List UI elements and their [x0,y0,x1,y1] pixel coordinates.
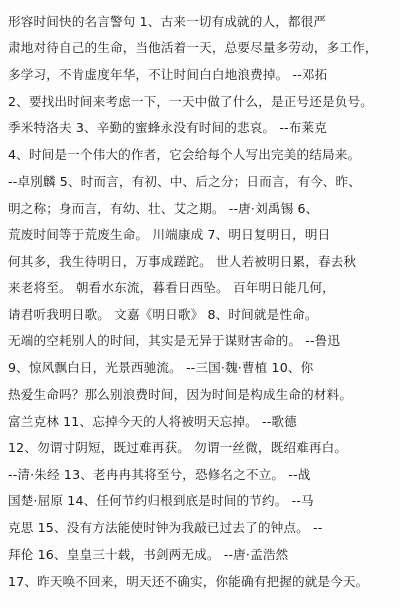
text-line: --清·朱经 13、老冉冉其将至兮，恐修名之不立。 --战 [8,467,311,482]
text-line: 2、要找出时间来考虑一下，一天中做了什么，是正号还是负号。 [8,94,373,109]
text-line: 热爱生命吗？那么别浪费时间，因为时间是构成生命的材料。 [8,387,353,402]
text-line: 富兰克林 11、忘掉今天的人将被明天忘掉。 --歌德 [8,414,297,429]
text-line: 4、时间是一个伟大的作者，它会给每个人写出完美的结局来。 [8,147,361,162]
text-line: 拜伦 16、皇皇三十载，书剑两无成。 --唐·孟浩然 [8,547,289,562]
text-line: 明之称；身而言，有幼、壮、艾之期。 --唐·刘禹锡 6、 [8,201,319,216]
text-line: --卓別麟 5、时而言，有初、中、后之分；日而言，有今、昨、 [8,174,362,189]
text-line: 17、昨天唤不回来，明天还不确实，你能确有把握的就是今天。 [8,574,369,589]
text-line: 多学习，不肯虚度年华，不让时间白白地浪费掉。 --邓拓 [8,67,328,82]
text-line: 请君听我明日歌。 文嘉《明日歌》 8、时间就是性命。 [8,307,318,322]
text-line: 形容时间快的名言警句 1、古来一切有成就的人，都很严 [8,14,327,29]
text-line: 克思 15、没有方法能使时钟为我敲已过去了的钟点。 -- [8,520,323,535]
text-line: 无端的空耗别人的时间，其实是无异于谋财害命的。 --鲁迅 [8,333,341,348]
text-line: 季米特洛夫 3、辛勤的蜜蜂永没有时间的悲哀。 --布莱克 [8,120,327,135]
text-line: 肃地对待自己的生命，当他活着一天，总要尽量多劳动，多工作， [8,40,378,55]
text-line: 9、惊风飘白日，光景西驰流。 --三国·魏·曹植 10、你 [8,360,314,375]
text-line: 12、勿谓寸阴短，既过难再获。 勿谓一丝微，既绍难再白。 [8,440,348,455]
text-line: 荒废时间等于荒废生命。 川端康成 7、明日复明日，明日 [8,227,331,242]
text-line: 国楚·屈原 14、任何节约归根到底是时间的节约。 --马 [8,493,314,508]
text-line: 来老将至。 朝看水东流，暮看日西坠。 百年明日能几何， [8,280,335,295]
text-line: 何其多，我生待明日，万事成蹉跎。 世人若被明日累，春去秋 [8,254,357,269]
